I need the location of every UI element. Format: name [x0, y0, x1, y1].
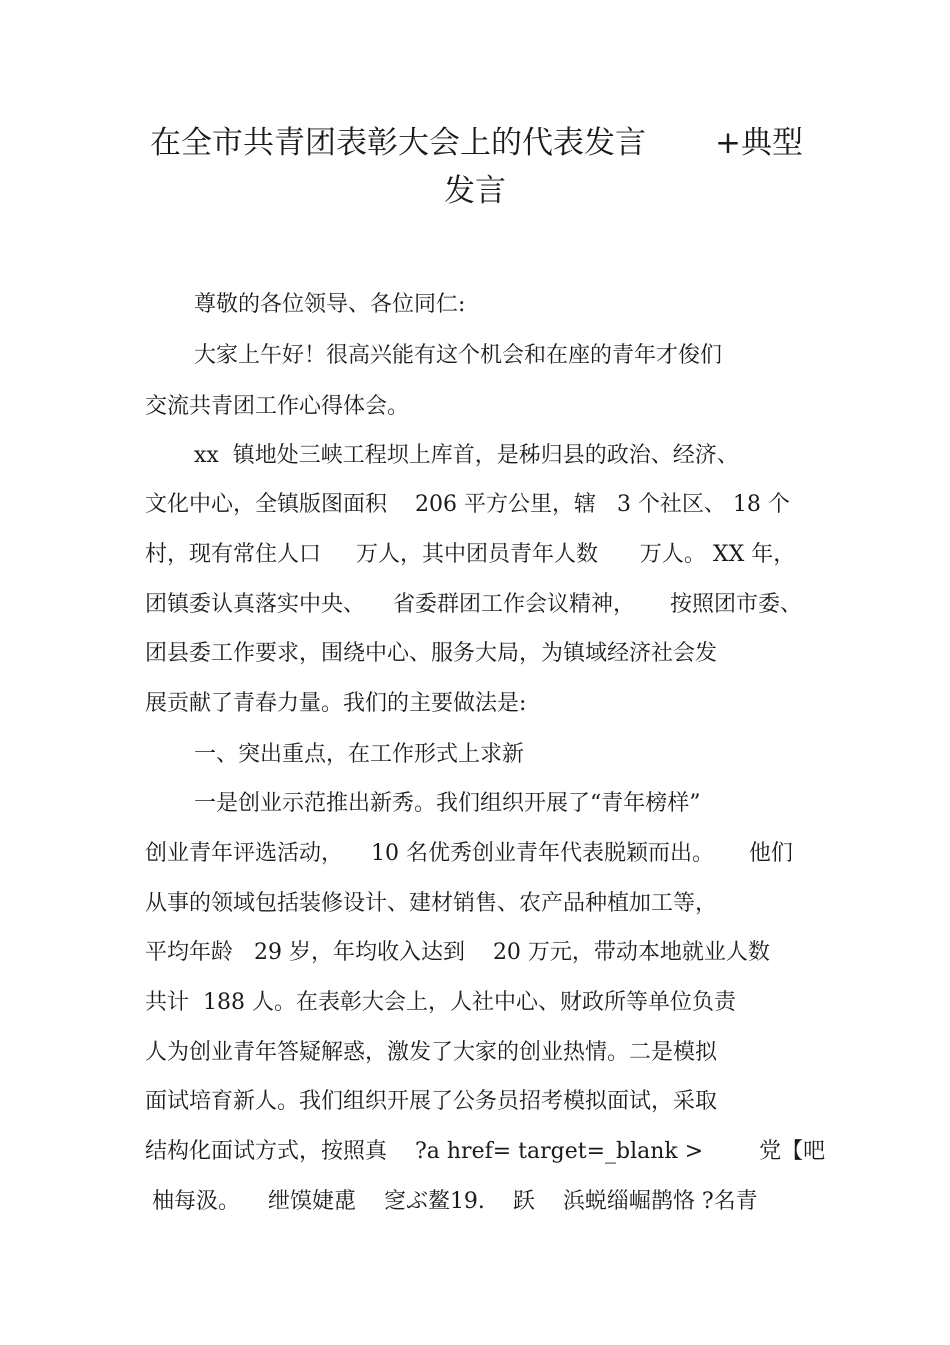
body-line: 平均年龄 29 岁，年均收入达到 20 万元，带动本地就业人数	[145, 940, 770, 965]
body-line: 文化中心，全镇版图面积 206 平方公里，辖 3 个社区、 18 个	[145, 492, 790, 517]
body-line: 交流共青团工作心得体会。	[145, 394, 410, 419]
body-line: 创业青年评选活动， 10 名优秀创业青年代表脱颖而出。 他们	[145, 841, 793, 866]
body-line: 村，现有常住人口 万人，其中团员青年人数 万人。 XX 年，	[145, 542, 796, 567]
document-title-line-1: 在全市共青团表彰大会上的代表发言 +典型	[150, 125, 803, 161]
body-line: 一是创业示范推出新秀。我们组织开展了“青年榜样”	[145, 791, 701, 816]
body-line: 柚每汲。 绁馍婕喸 窆ぶ鳌19. 跃 浜蜕缁崛鹊恪 ?名青	[145, 1189, 758, 1214]
body-line: 大家上午好！很高兴能有这个机会和在座的青年才俊们	[145, 343, 722, 368]
body-line: 面试培育新人。我们组织开展了公务员招考模拟面试，采取	[145, 1089, 718, 1114]
body-line: 共计 188 人。在表彰大会上，人社中心、财政所等单位负责	[145, 990, 736, 1015]
body-line: 人为创业青年答疑解惑，激发了大家的创业热情。二是模拟	[145, 1040, 718, 1065]
body-line: 一、突出重点，在工作形式上求新	[145, 742, 524, 767]
body-line: xx 镇地处三峡工程坝上库首，是秭归县的政治、经济、	[145, 443, 739, 468]
body-line: 团镇委认真落实中央、 省委群团工作会议精神， 按照团市委、	[145, 592, 802, 617]
body-line: 展贡献了青春力量。我们的主要做法是:	[145, 691, 527, 716]
body-line: 结构化面试方式，按照真 ?a href= target=_blank > 党【吧	[145, 1139, 826, 1164]
body-line: 团县委工作要求，围绕中心、服务大局，为镇域经济社会发	[145, 641, 718, 666]
body-line: 尊敬的各位领导、各位同仁:	[145, 292, 466, 317]
document-title-line-2: 发言	[444, 173, 506, 209]
body-line: 从事的领域包括装修设计、建材销售、农产品种植加工等，	[145, 891, 718, 916]
